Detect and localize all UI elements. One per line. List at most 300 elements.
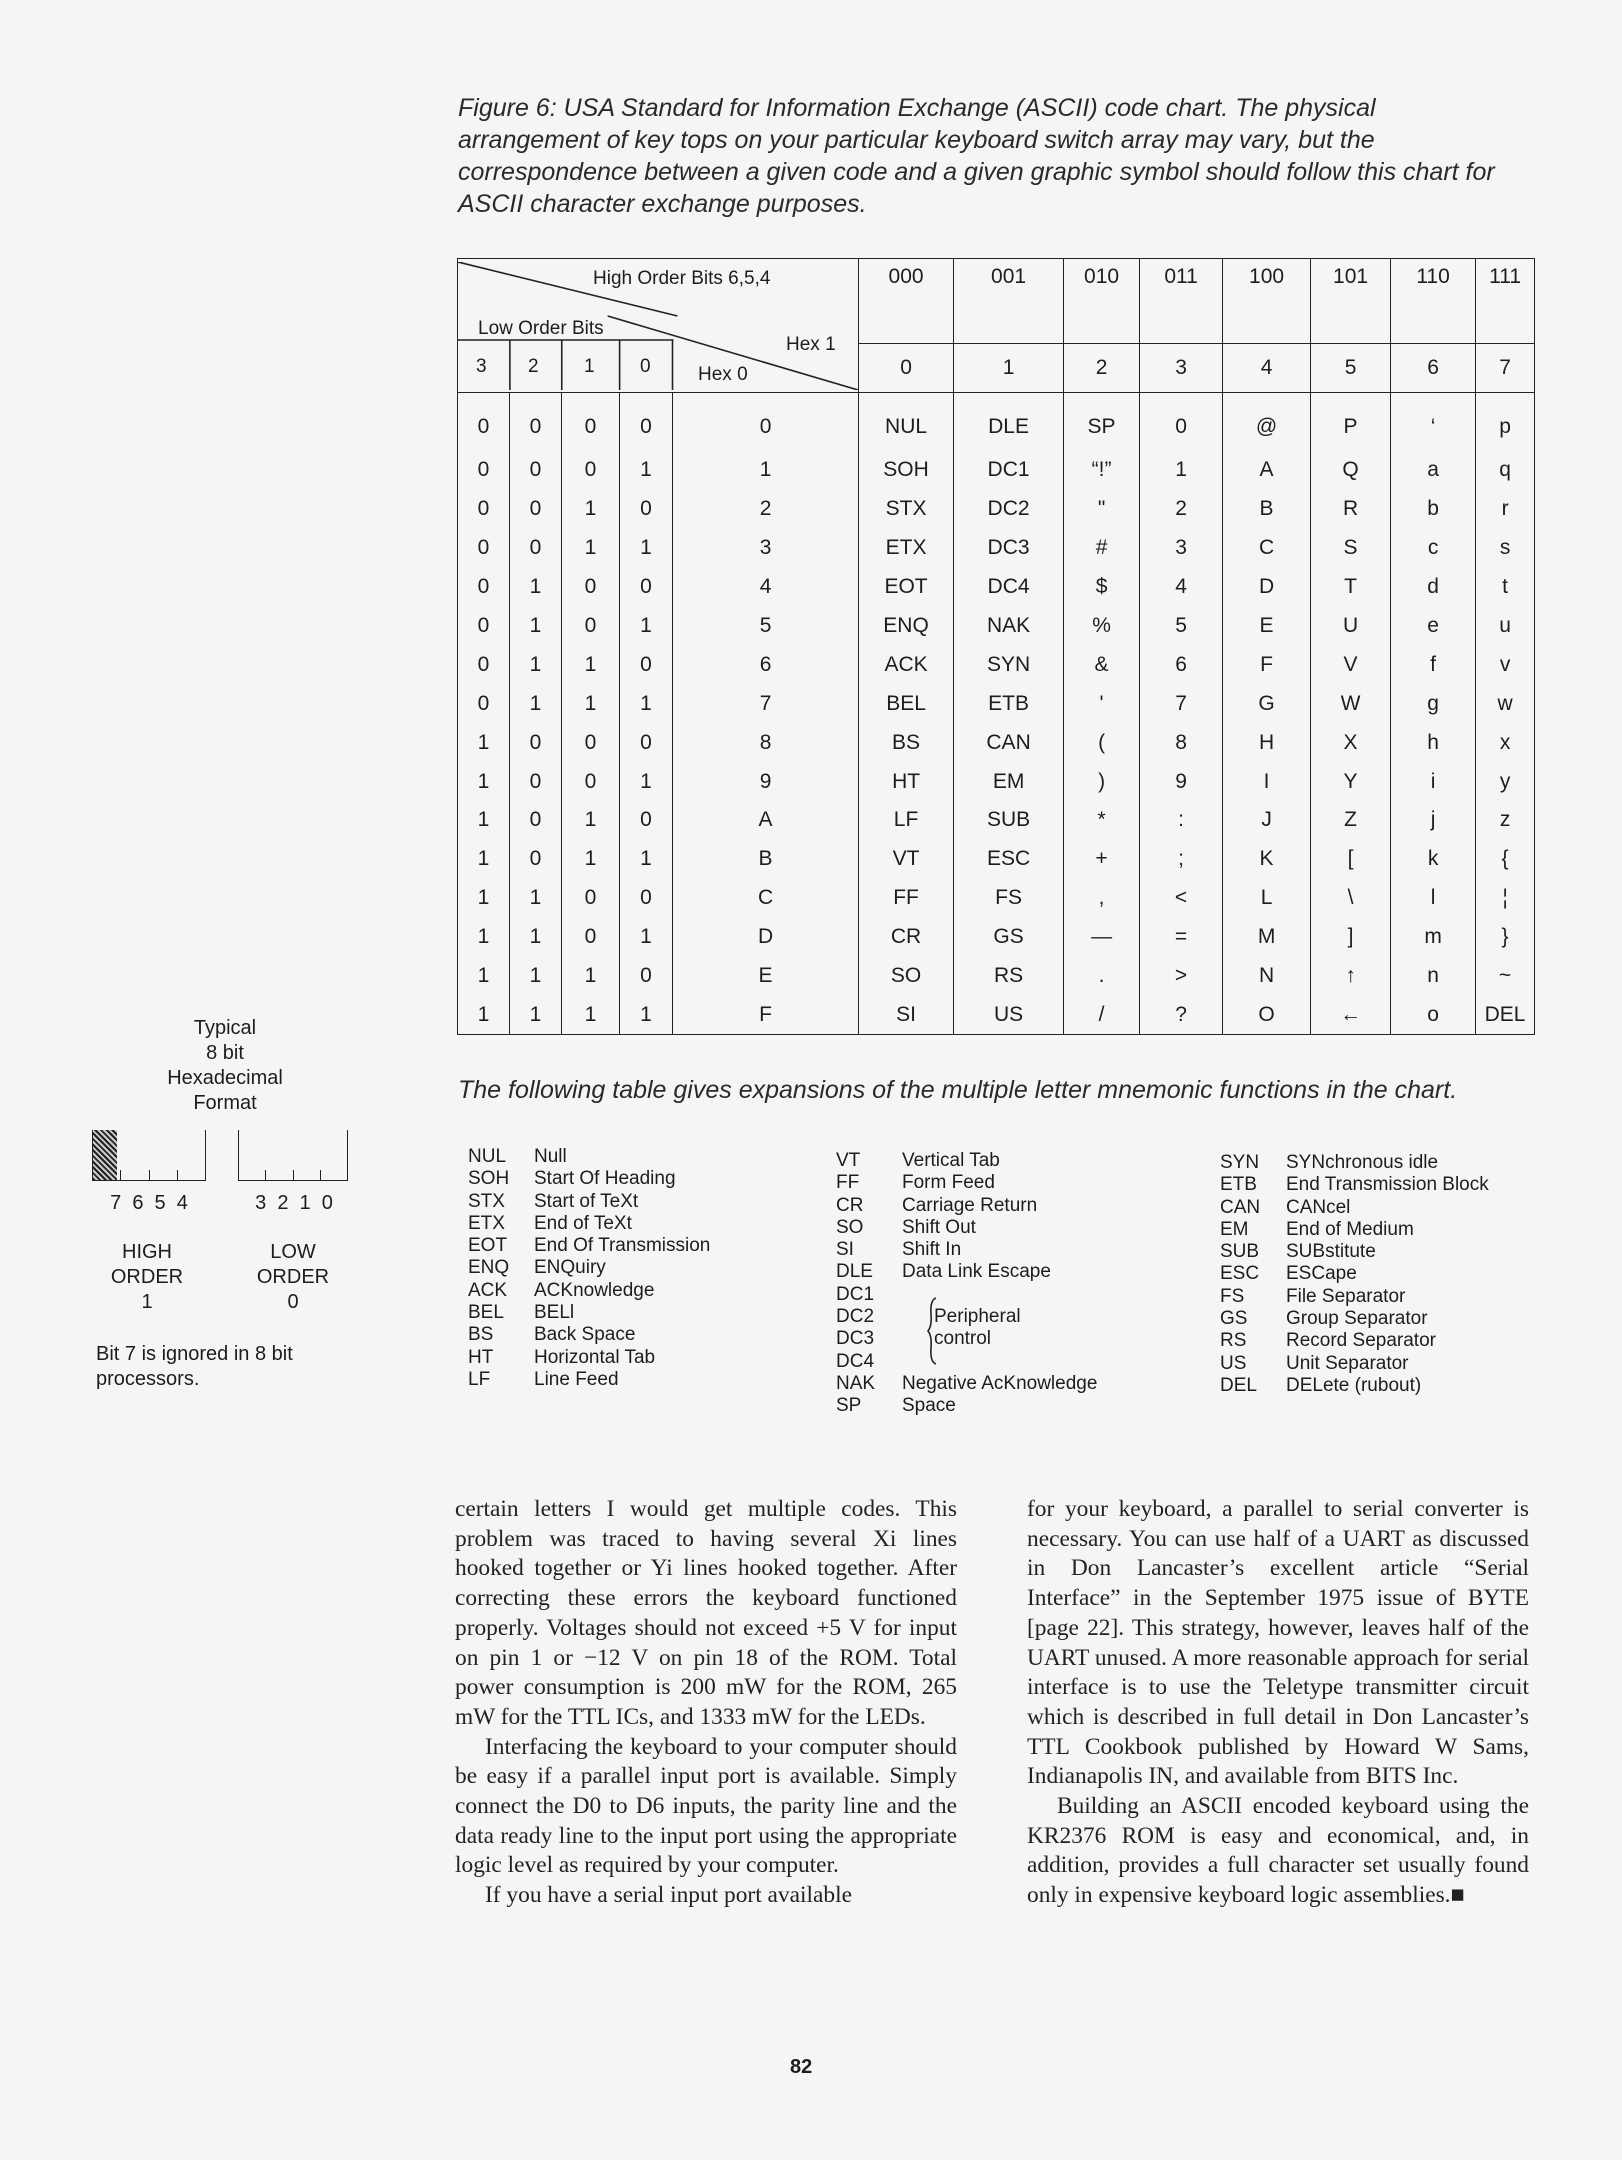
low-bit-cell: 1	[510, 607, 562, 646]
chart-row	[458, 723, 1535, 762]
hex-low-cell: 8	[673, 723, 859, 762]
hex-low-cell: D	[673, 918, 859, 957]
low-bit-cell: 1	[510, 645, 562, 684]
format-title-line: 8 bit	[206, 1042, 244, 1064]
glossary-entry	[1220, 1219, 1489, 1241]
glossary-desc: Shift Out	[902, 1216, 976, 1238]
glossary-entry	[1220, 1197, 1489, 1219]
code-cell: }	[1476, 918, 1535, 957]
glossary-abbr: FS	[1220, 1285, 1245, 1307]
glossary-column-2	[836, 1150, 1097, 1418]
code-cell: BEL	[859, 684, 954, 723]
glossary-entry	[1220, 1375, 1489, 1397]
glossary-entry	[468, 1146, 710, 1168]
glossary-desc: Start of TeXt	[534, 1190, 639, 1212]
code-cell: “!”	[1064, 451, 1140, 490]
glossary-abbr: DC3	[836, 1328, 875, 1350]
low-bit-cell: 0	[458, 607, 510, 646]
low-bit-cell: 1	[510, 879, 562, 918]
code-cell: P	[1311, 393, 1391, 452]
glossary-abbr: BS	[468, 1324, 494, 1346]
glossary-entry	[468, 1324, 710, 1346]
code-cell: ?	[1140, 995, 1223, 1034]
code-cell: —	[1064, 918, 1140, 957]
glossary-desc: Null	[534, 1146, 567, 1167]
code-cell: /	[1064, 995, 1140, 1034]
code-cell: n	[1391, 957, 1476, 996]
glossary-entry	[836, 1261, 1097, 1283]
low-bit-cell: 0	[510, 723, 562, 762]
low-bit-cell: 0	[458, 645, 510, 684]
code-cell: 8	[1140, 723, 1223, 762]
page-number: 82	[790, 2056, 813, 2078]
low-bit-cell: 1	[562, 529, 620, 568]
code-cell: SUB	[954, 801, 1064, 840]
hex-high-header: 1	[954, 344, 1064, 393]
hex-low-cell: F	[673, 995, 859, 1034]
code-cell: S	[1311, 529, 1391, 568]
glossary-entry	[468, 1168, 710, 1190]
glossary-desc: SYNchronous idle	[1286, 1152, 1439, 1173]
code-cell: Z	[1311, 801, 1391, 840]
format-title-line: Hexadecimal	[167, 1067, 283, 1089]
low-bit-cell: 0	[562, 918, 620, 957]
hex-high-header: 2	[1064, 344, 1140, 393]
format-title	[140, 1016, 310, 1116]
hex-low-cell: 0	[673, 393, 859, 452]
glossary-abbr: LF	[468, 1368, 491, 1390]
code-cell: d	[1391, 568, 1476, 607]
low-bit-cell: 1	[562, 490, 620, 529]
low-bit-cell: 1	[562, 684, 620, 723]
glossary-desc: End Transmission Block	[1286, 1174, 1489, 1196]
low-bit-cell: 1	[458, 840, 510, 879]
glossary-desc: Form Feed	[902, 1172, 995, 1194]
low-bit-cell: 1	[562, 801, 620, 840]
glossary-desc: Group Separator	[1286, 1308, 1428, 1330]
code-cell: FS	[954, 879, 1064, 918]
glossary-desc: Record Separator	[1286, 1330, 1436, 1352]
low-bit-cell: 1	[562, 645, 620, 684]
code-cell: SP	[1064, 393, 1140, 452]
glossary-desc: Carriage Return	[902, 1194, 1038, 1216]
glossary-abbr: DC4	[836, 1350, 875, 1372]
hex-low-cell: E	[673, 957, 859, 996]
code-cell: DC3	[954, 529, 1064, 568]
glossary-desc: SUBstitute	[1286, 1241, 1376, 1263]
code-cell: p	[1476, 393, 1535, 452]
code-cell: T	[1311, 568, 1391, 607]
body-paragraph: certain letters I would get multiple codes. This problem was traced to having several Xi lines hooked together or Yi lines hooked together. After correcting these errors the keyboard functioned properly. Voltages should not exceed +5 V for input on pin 1 or −12 V on pin 18 of the ROM. Total power consumption is 200 mW for the ROM, 265 mW for the TTL ICs, and 1333 mW for the LEDs.	[455, 1496, 957, 1730]
code-cell: g	[1391, 684, 1476, 723]
low-bit-cell: 1	[620, 529, 673, 568]
code-cell: &	[1064, 645, 1140, 684]
hex-high-header: 3	[1140, 344, 1223, 393]
code-cell: NAK	[954, 607, 1064, 646]
glossary-desc: control	[934, 1328, 992, 1350]
hex-low-cell: 1	[673, 451, 859, 490]
glossary-entry	[836, 1395, 1097, 1417]
glossary-desc: Negative AcKnowledge	[902, 1372, 1098, 1394]
code-cell: CR	[859, 918, 954, 957]
glossary-abbr: NUL	[468, 1146, 507, 1167]
code-cell: W	[1311, 684, 1391, 723]
glossary-desc: End of TeXt	[534, 1212, 632, 1234]
high-bits-header: 000	[859, 259, 954, 344]
code-cell: EM	[954, 762, 1064, 801]
chart-row	[458, 879, 1535, 918]
code-cell: i	[1391, 762, 1476, 801]
low-bit-cell: 0	[458, 451, 510, 490]
glossary-caption: The following table gives expansions of the multiple letter mnemonic functions in the chart.	[458, 1076, 1458, 1104]
glossary-abbr: BEL	[468, 1302, 504, 1324]
low-order-label: Low Order Bits	[478, 317, 604, 339]
low-bit-cell: 0	[510, 762, 562, 801]
glossary-column-3	[1220, 1152, 1489, 1397]
glossary-entry	[1220, 1353, 1489, 1375]
code-cell: t	[1476, 568, 1535, 607]
low-bit-numbers: 3 2 1 0	[255, 1192, 333, 1214]
low-bit-cell: 1	[562, 995, 620, 1034]
code-cell: h	[1391, 723, 1476, 762]
code-cell: :	[1140, 801, 1223, 840]
code-cell: DC4	[954, 568, 1064, 607]
glossary-desc: ESCape	[1286, 1263, 1357, 1285]
code-cell: x	[1476, 723, 1535, 762]
low-bit-cell: 1	[458, 762, 510, 801]
glossary-abbr: US	[1220, 1352, 1247, 1374]
low-bit-cell: 1	[562, 957, 620, 996]
glossary-entry	[836, 1150, 1097, 1172]
code-cell: z	[1476, 801, 1535, 840]
glossary-abbr: CAN	[1220, 1196, 1261, 1218]
glossary-entry	[468, 1235, 710, 1257]
code-cell: [	[1311, 840, 1391, 879]
low-bit-cell: 1	[620, 840, 673, 879]
code-cell: DC1	[954, 451, 1064, 490]
glossary-entry	[836, 1217, 1097, 1239]
low-nibble-register	[238, 1130, 348, 1181]
low-bit-cell: 0	[458, 529, 510, 568]
code-cell: EOT	[859, 568, 954, 607]
hex-low-cell: A	[673, 801, 859, 840]
hex-low-cell: 5	[673, 607, 859, 646]
code-cell: #	[1064, 529, 1140, 568]
glossary-abbr: ACK	[468, 1279, 508, 1301]
low-bit-cell: 0	[458, 568, 510, 607]
low-bit-cell: 0	[510, 451, 562, 490]
glossary-entry	[836, 1306, 1097, 1328]
code-cell: f	[1391, 645, 1476, 684]
glossary-column-1	[468, 1146, 710, 1391]
low-bit-cell: 0	[562, 451, 620, 490]
code-cell: D	[1223, 568, 1311, 607]
low-bit-cell: 1	[620, 607, 673, 646]
glossary-abbr: SUB	[1220, 1241, 1260, 1263]
glossary-entry	[836, 1172, 1097, 1194]
chart-row	[458, 995, 1535, 1034]
chart-row	[458, 393, 1535, 452]
code-cell: N	[1223, 957, 1311, 996]
chart-row	[458, 918, 1535, 957]
body-paragraph: Interfacing the keyboard to your computer should be easy if a parallel input port is available. Simply connect the D0 to D6 inputs, the parity line and the data ready line to the input port using the appropriate logic level as required by your computer.	[455, 1733, 957, 1879]
code-cell: c	[1391, 529, 1476, 568]
low-bit-cell: 0	[458, 393, 510, 452]
high-order-label: High Order Bits 6,5,4	[593, 267, 771, 289]
glossary-abbr: EM	[1220, 1218, 1249, 1240]
hex-high-header: 5	[1311, 344, 1391, 393]
glossary-entry	[468, 1347, 710, 1369]
code-cell: \	[1311, 879, 1391, 918]
caption-line: Figure 6: USA Standard for Information Exchange (ASCII) code chart. The physical	[458, 94, 1376, 122]
code-cell: '	[1064, 684, 1140, 723]
code-cell: RS	[954, 957, 1064, 996]
code-cell: 7	[1140, 684, 1223, 723]
code-cell: J	[1223, 801, 1311, 840]
code-cell: K	[1223, 840, 1311, 879]
glossary-desc: CANcel	[1286, 1196, 1351, 1218]
glossary-entry	[836, 1351, 1097, 1373]
low-bit-cell: 0	[620, 879, 673, 918]
code-cell: HT	[859, 762, 954, 801]
code-cell: SYN	[954, 645, 1064, 684]
glossary-abbr: DEL	[1220, 1374, 1257, 1396]
code-cell: SOH	[859, 451, 954, 490]
chart-row	[458, 451, 1535, 490]
body-paragraph: for your keyboard, a parallel to serial converter is necessary. You can use half of a UART as discussed in Don Lancaster’s excellent article “Serial Interface” in the September 1975 issue of BYTE [page 22]. This strategy, however, leaves half of the UART unused. A more reasonable approach for serial interface is to use the Teletype transmitter circuit which is described in full detail in Don Lancaster’s TTL Cookbook published by Howard W Sams, Indianapolis IN, and available from BITS Inc.	[1027, 1496, 1529, 1790]
glossary-abbr: SP	[836, 1395, 862, 1417]
ascii-code-chart	[457, 258, 1535, 1035]
code-cell: DLE	[954, 393, 1064, 452]
low-bit-cell: 1	[562, 840, 620, 879]
chart-corner-header	[458, 259, 859, 393]
code-cell: E	[1223, 607, 1311, 646]
glossary-desc: File Separator	[1286, 1285, 1406, 1307]
code-cell: >	[1140, 957, 1223, 996]
code-cell: o	[1391, 995, 1476, 1034]
low-order-text: ORDER	[256, 1266, 330, 1288]
code-cell: *	[1064, 801, 1140, 840]
glossary-abbr: EOT	[468, 1235, 508, 1257]
bit-header: 2	[528, 355, 539, 377]
code-cell: M	[1223, 918, 1311, 957]
chart-row	[458, 645, 1535, 684]
glossary-desc: Start Of Heading	[534, 1168, 676, 1190]
code-cell: e	[1391, 607, 1476, 646]
glossary-entry	[836, 1373, 1097, 1395]
low-bit-cell: 0	[620, 645, 673, 684]
code-cell: 9	[1140, 762, 1223, 801]
code-cell: SO	[859, 957, 954, 996]
code-cell: .	[1064, 957, 1140, 996]
code-cell: ‘	[1391, 393, 1476, 452]
code-cell: C	[1223, 529, 1311, 568]
glossary-entry	[836, 1239, 1097, 1261]
code-cell: m	[1391, 918, 1476, 957]
bit-header: 0	[640, 355, 651, 377]
glossary-abbr: SI	[836, 1239, 854, 1261]
code-cell: VT	[859, 840, 954, 879]
glossary-abbr: DC1	[836, 1283, 875, 1305]
code-cell: r	[1476, 490, 1535, 529]
low-bit-cell: 1	[620, 451, 673, 490]
low-bit-cell: 0	[510, 801, 562, 840]
low-bit-cell: 1	[620, 918, 673, 957]
code-cell: CAN	[954, 723, 1064, 762]
body-column-2	[1027, 1495, 1529, 1911]
glossary-abbr: ESC	[1220, 1263, 1260, 1285]
high-order-text: ORDER	[110, 1266, 184, 1288]
high-bits-header: 010	[1064, 259, 1140, 344]
low-bit-cell: 0	[620, 801, 673, 840]
code-cell: ←	[1311, 995, 1391, 1034]
code-cell: "	[1064, 490, 1140, 529]
code-cell: a	[1391, 451, 1476, 490]
glossary-desc: ENQuiry	[534, 1257, 606, 1279]
code-cell: k	[1391, 840, 1476, 879]
code-cell: s	[1476, 529, 1535, 568]
low-bit-cell: 1	[620, 684, 673, 723]
chart-row	[458, 607, 1535, 646]
code-cell: 3	[1140, 529, 1223, 568]
low-bit-cell: 0	[620, 568, 673, 607]
glossary-desc: Line Feed	[534, 1368, 619, 1390]
code-cell: L	[1223, 879, 1311, 918]
code-cell: BS	[859, 723, 954, 762]
glossary-desc: End of Medium	[1286, 1218, 1414, 1240]
low-bit-cell: 1	[620, 995, 673, 1034]
code-cell: F	[1223, 645, 1311, 684]
hex-low-cell: 6	[673, 645, 859, 684]
bit7-note-line: Bit 7 is ignored in 8 bit	[96, 1343, 293, 1365]
low-bit-cell: 0	[620, 393, 673, 452]
code-cell: 5	[1140, 607, 1223, 646]
low-bit-cell: 1	[458, 918, 510, 957]
glossary-entry	[468, 1257, 710, 1279]
code-cell: ~	[1476, 957, 1535, 996]
glossary-desc: Space	[902, 1395, 956, 1417]
glossary-entry	[1220, 1263, 1489, 1285]
brace-icon	[926, 1296, 940, 1366]
code-cell: X	[1311, 723, 1391, 762]
glossary-entry	[468, 1302, 710, 1324]
code-cell: I	[1223, 762, 1311, 801]
glossary-entry	[836, 1284, 1097, 1306]
low-bit-cell: 1	[458, 995, 510, 1034]
high-bit-numbers: 7 6 5 4	[110, 1192, 188, 1214]
glossary-abbr: ETB	[1220, 1174, 1257, 1196]
chart-row	[458, 490, 1535, 529]
hex-high-header: 6	[1391, 344, 1476, 393]
code-cell: O	[1223, 995, 1311, 1034]
code-cell: V	[1311, 645, 1391, 684]
high-bits-header: 101	[1311, 259, 1391, 344]
code-cell: b	[1391, 490, 1476, 529]
hex1-label: Hex 1	[786, 333, 836, 355]
glossary-abbr: HT	[468, 1346, 494, 1368]
code-cell: (	[1064, 723, 1140, 762]
glossary-desc: Horizontal Tab	[534, 1346, 656, 1368]
low-bit-cell: 0	[562, 393, 620, 452]
high-bits-header: 011	[1140, 259, 1223, 344]
code-cell: l	[1391, 879, 1476, 918]
glossary-abbr: RS	[1220, 1330, 1247, 1352]
hex-low-cell: B	[673, 840, 859, 879]
body-paragraph: If you have a serial input port available	[485, 1882, 852, 1909]
low-bit-cell: 0	[458, 490, 510, 529]
code-cell: 6	[1140, 645, 1223, 684]
glossary-desc: Unit Separator	[1286, 1352, 1409, 1374]
glossary-entry	[836, 1328, 1097, 1350]
hex-low-cell: 4	[673, 568, 859, 607]
code-cell: ESC	[954, 840, 1064, 879]
glossary-desc: BELl	[534, 1302, 575, 1324]
glossary-entry	[468, 1213, 710, 1235]
high-nibble-register	[92, 1130, 206, 1181]
glossary-entry	[468, 1191, 710, 1213]
code-cell: H	[1223, 723, 1311, 762]
code-cell: FF	[859, 879, 954, 918]
low-bit-cell: 0	[620, 957, 673, 996]
code-cell: y	[1476, 762, 1535, 801]
glossary-abbr: DC2	[836, 1306, 875, 1328]
low-bit-cell: 0	[510, 529, 562, 568]
caption-line: correspondence between a given code and a given graphic symbol should follow this chart for	[458, 158, 1495, 186]
code-cell: ENQ	[859, 607, 954, 646]
code-cell: B	[1223, 490, 1311, 529]
low-bit-cell: 1	[510, 957, 562, 996]
code-cell: STX	[859, 490, 954, 529]
code-cell: %	[1064, 607, 1140, 646]
glossary-desc: DELete (rubout)	[1286, 1374, 1422, 1396]
code-cell: 0	[1140, 393, 1223, 452]
high-bits-header: 001	[954, 259, 1064, 344]
code-cell: Q	[1311, 451, 1391, 490]
glossary-desc: Peripheral	[934, 1306, 1021, 1328]
code-cell: 2	[1140, 490, 1223, 529]
code-cell: GS	[954, 918, 1064, 957]
chart-row	[458, 957, 1535, 996]
low-bit-cell: 0	[562, 568, 620, 607]
code-cell: u	[1476, 607, 1535, 646]
glossary-desc: Shift In	[902, 1239, 962, 1261]
bit-header: 3	[476, 355, 487, 377]
high-bits-header: 110	[1391, 259, 1476, 344]
code-cell: LF	[859, 801, 954, 840]
code-cell: G	[1223, 684, 1311, 723]
chart-body	[458, 393, 1535, 1035]
glossary-entry	[1220, 1308, 1489, 1330]
caption-line: arrangement of key tops on your particular keyboard switch array may vary, but the	[458, 126, 1375, 154]
glossary-desc: Back Space	[534, 1324, 636, 1346]
high-order-caption	[92, 1240, 202, 1315]
code-cell: j	[1391, 801, 1476, 840]
bit7-note	[96, 1342, 293, 1392]
high-order-text: HIGH	[122, 1241, 172, 1263]
code-cell: ;	[1140, 840, 1223, 879]
glossary-entry	[836, 1195, 1097, 1217]
code-cell: ]	[1311, 918, 1391, 957]
code-cell: <	[1140, 879, 1223, 918]
code-cell: ↑	[1311, 957, 1391, 996]
code-cell: US	[954, 995, 1064, 1034]
glossary-abbr: SYN	[1220, 1152, 1260, 1173]
low-order-caption	[238, 1240, 348, 1315]
low-bit-cell: 1	[510, 568, 562, 607]
low-bit-cell: 1	[510, 918, 562, 957]
low-bit-cell: 0	[510, 393, 562, 452]
glossary-abbr: ENQ	[468, 1257, 510, 1279]
